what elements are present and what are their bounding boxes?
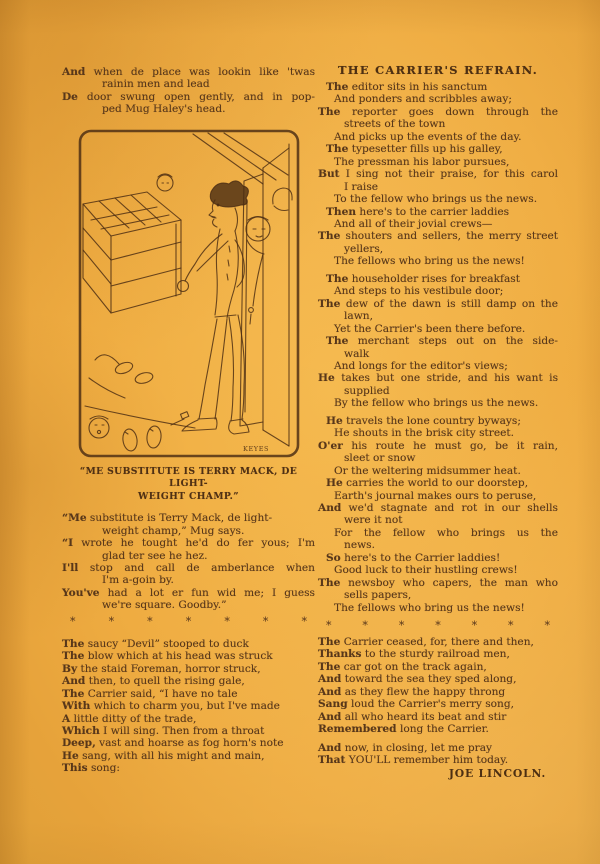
section-separator	[318, 619, 558, 632]
text-line: Yet the Carrier's been there before.	[334, 322, 526, 335]
text-line: glad ter see he hez.	[102, 549, 208, 562]
text-line: The saucy “Devil” stooped to duck	[62, 637, 249, 650]
text-line: “Me substitute is Terry Mack, de light-	[62, 512, 273, 525]
text-line: The pressman his labor pursues,	[334, 155, 510, 168]
asterisk: *	[185, 614, 192, 628]
text-line: The fellows who bring us the news!	[334, 601, 525, 614]
asterisk: *	[147, 614, 153, 628]
text-line: And steps to his vestibule door;	[334, 285, 504, 298]
text-line: That YOU'LL remember him today.	[318, 754, 509, 767]
text-line: The householder rises for breakfast	[326, 272, 520, 285]
text-line: ped Mug Haley's head.	[102, 103, 226, 116]
text-line: The typesetter fills up his galley,	[326, 143, 503, 156]
left-column	[62, 66, 315, 775]
text-line: The blow which at his head was struck	[62, 650, 273, 663]
closing-verse	[318, 742, 558, 767]
intro-verse	[62, 66, 315, 116]
asterisk: *	[398, 619, 405, 633]
text-line: He travels the lone country byways;	[326, 414, 521, 427]
artist-signature: KEYES	[243, 444, 270, 453]
text-line: With which to charm you, but I've made	[62, 700, 280, 713]
text-line: I'm a-goin by.	[102, 574, 174, 587]
asterisk: *	[326, 619, 332, 633]
text-line: The merchant steps out on the side-	[326, 335, 558, 348]
text-line: The dew of the dawn is still damp on the	[318, 297, 558, 310]
text-line: “I wrote he tought he'd do fer yous; I'm	[62, 537, 315, 550]
text-line: Which I will sing. Then from a throat	[62, 724, 265, 737]
text-line: I'll stop and call de amberlance when	[62, 561, 315, 574]
text-line: sells papers,	[344, 589, 412, 602]
text-line: The editor sits in his sanctum	[326, 81, 488, 93]
asterisk: *	[108, 614, 115, 628]
text-line: And when de place was lookin like 'twas	[62, 66, 315, 78]
text-line: Good luck to their hustling crews!	[334, 564, 518, 577]
text-line: He carries the world to our doorstep,	[326, 477, 529, 490]
right-column	[318, 63, 558, 780]
dialog-verse	[62, 512, 315, 612]
text-line: lawn,	[344, 310, 373, 323]
text-line: A little ditty of the trade,	[62, 712, 197, 725]
text-line: sleet or snow	[344, 452, 416, 465]
text-line: And all who heard its beat and stir	[318, 710, 507, 723]
asterisk: *	[362, 619, 368, 633]
illustration-caption	[62, 466, 315, 503]
text-line: This song:	[62, 762, 120, 775]
text-line: Then here's to the carrier laddies	[326, 205, 510, 218]
text-line: The newsboy who capers, the man who	[318, 576, 558, 589]
text-line: The shouters and sellers, the merry street	[318, 230, 558, 243]
text-line: Thanks to the sturdy railroad men,	[318, 648, 510, 661]
text-line: And we'd stagnate and rot in our shells	[318, 501, 558, 514]
asterisk: *	[471, 619, 478, 633]
asterisk: *	[301, 614, 307, 628]
asterisk: *	[544, 619, 550, 633]
text-line: De door swung open gently, and in pop-	[62, 90, 315, 103]
text-line: And then, to quell the rising gale,	[62, 675, 245, 688]
text-line: By the fellow who brings us the news.	[334, 397, 539, 410]
text-line: He sang, with all his might and main,	[62, 749, 265, 762]
poem-title: THE CARRIER'S REFRAIN.	[338, 63, 538, 77]
text-line: For the fellow who brings us the	[334, 526, 558, 539]
asterisk: *	[224, 614, 230, 628]
text-line: I raise	[344, 180, 379, 193]
text-line: The fellows who bring us the news!	[334, 255, 525, 268]
poem-stanzas	[318, 81, 558, 614]
illustration-drawing	[77, 128, 301, 459]
text-line: The reporter goes down through the	[318, 105, 558, 118]
devil-verse	[62, 638, 315, 775]
finale-verse	[318, 636, 558, 736]
text-line: supplied	[344, 384, 390, 397]
text-line: streets of the town	[344, 118, 446, 131]
text-line: The Carrier said, “I have no tale	[62, 687, 238, 700]
text-line: Earth's journal makes ours to peruse,	[334, 489, 537, 502]
text-line: The Carrier ceased, for, there and then,	[318, 636, 534, 649]
poem-stanza	[318, 81, 558, 268]
text-line: were it not	[344, 514, 403, 527]
text-line: And all of their jovial crews—	[334, 217, 493, 230]
text-line: To the fellow who brings us the news.	[334, 193, 538, 206]
text-line: WEIGHT CHAMP.”	[138, 490, 239, 502]
text-line: You've had a lot er fun wid me; I guess	[62, 586, 315, 599]
text-line: The car got on the track again,	[318, 660, 487, 673]
illustration	[77, 128, 301, 459]
text-line: So here's to the Carrier laddies!	[326, 551, 501, 564]
text-line: He shouts in the brisk city street.	[334, 427, 515, 440]
text-line: “ME SUBSTITUTE IS TERRY MACK, DE LIGHT-	[79, 465, 298, 490]
asterisk: *	[435, 619, 441, 633]
text-line: But I sing not their praise, for this carol	[318, 168, 558, 181]
text-line: And longs for the editor's views;	[334, 359, 508, 372]
text-line: And picks up the events of the day.	[334, 130, 522, 143]
text-line: Remembered long the Carrier.	[318, 723, 489, 736]
text-line: yellers,	[344, 242, 384, 255]
asterisk: *	[508, 619, 514, 633]
text-line: He takes but one stride, and his want is	[318, 372, 558, 385]
asterisk: *	[262, 614, 269, 628]
text-line: walk	[344, 347, 370, 360]
text-line: And now, in closing, let me pray	[318, 741, 493, 754]
text-line: news.	[344, 539, 375, 552]
text-line: By the staid Foreman, horror struck,	[62, 662, 261, 675]
section-separator	[62, 615, 315, 628]
text-line: And toward the sea they sped along,	[318, 673, 517, 686]
text-line: And as they flew the happy throng	[318, 685, 506, 698]
text-line: rainin men and lead	[102, 78, 210, 91]
author-signature: JOE LINCOLN.	[448, 766, 546, 780]
text-line: we're square. Goodby.”	[102, 599, 227, 612]
text-line: weight champ,” Mug says.	[102, 524, 245, 537]
text-line: Or the weltering midsummer heat.	[334, 464, 521, 477]
text-line: Deep, vast and hoarse as fog horn's note	[62, 737, 284, 750]
asterisk: *	[70, 614, 76, 628]
poem-stanza	[318, 415, 558, 614]
text-line: O'er his route he must go, be it rain,	[318, 439, 558, 452]
text-line: And ponders and scribbles away;	[334, 93, 512, 106]
text-line: Sang loud the Carrier's merry song,	[318, 698, 515, 711]
poem-stanza	[318, 273, 558, 410]
